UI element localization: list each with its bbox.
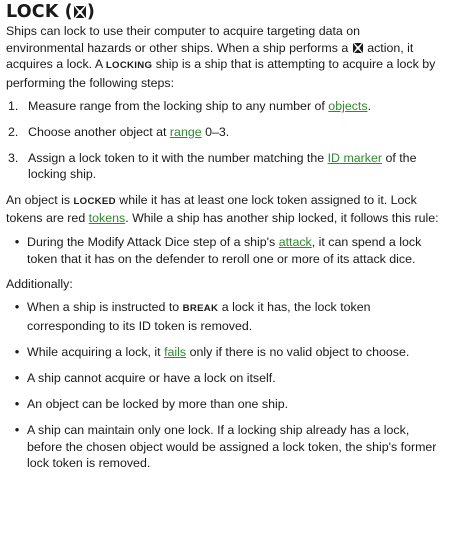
- step-text-b: .: [367, 99, 372, 114]
- step-text: [28, 150, 440, 183]
- rule-list: [6, 234, 440, 267]
- steps-list: [6, 98, 440, 182]
- bullet-glyph: •: [14, 343, 20, 359]
- intro-text-a: Ships can lock to use their computer to acquire targeting data on environmental hazards or other ships. When a ship performs a: [6, 24, 361, 55]
- locked-text-b: while it has at least one lock token assigned to it. Lock tokens are red: [6, 192, 417, 226]
- step-number: 1.: [8, 99, 19, 114]
- bullet-glyph: •: [14, 422, 20, 438]
- term-locking: LOCKING: [105, 60, 153, 72]
- locked-text-c: . While a ship has another ship locked, it follows this rule:: [125, 211, 439, 226]
- step-text-b: 0–3.: [205, 124, 230, 139]
- bullet-text-a: While acquiring a lock, it: [27, 344, 161, 359]
- link-tokens[interactable]: tokens: [88, 211, 126, 226]
- term-break: BREAK: [182, 303, 219, 315]
- bullet-text: An object can be locked by more than one ship.: [27, 397, 289, 412]
- bullet-text-a: When a ship is instructed to: [27, 300, 180, 315]
- step-item: [6, 98, 440, 115]
- bullet-text: [27, 344, 440, 361]
- list-item: [6, 396, 440, 413]
- intro-text-c: ship is a ship that is attempting to acquire a lock by performing the following steps:: [6, 57, 436, 90]
- step-number: 2.: [8, 124, 19, 139]
- intro-text-b: action, it acquires a lock. A: [6, 40, 414, 72]
- title-open-paren: (: [64, 2, 73, 22]
- bullet-text-b: only if there is no valid object to choose.: [189, 344, 410, 359]
- step-number: 3.: [8, 150, 19, 165]
- lock-action-icon: [353, 43, 363, 53]
- bullet-glyph: •: [14, 396, 20, 412]
- rule-text-a: During the Modify Attack Dice step of a ship's: [27, 234, 276, 249]
- step-item: [6, 124, 440, 141]
- intro-paragraph: [6, 23, 440, 91]
- step-text: [28, 124, 440, 141]
- link-id-marker[interactable]: ID marker: [327, 150, 382, 165]
- lock-action-icon: [74, 6, 86, 18]
- step-text-b: of the locking ship.: [28, 150, 417, 182]
- list-item: [6, 299, 440, 334]
- step-text-a: Measure range from the locking ship to any number of: [28, 99, 325, 114]
- bullet-text: [27, 299, 440, 334]
- step-item: [6, 150, 440, 183]
- additionally-label: Additionally:: [6, 276, 73, 291]
- term-locked: LOCKED: [73, 195, 116, 207]
- bullet-text: A ship can maintain only one lock. If a locking ship already has a lock, before the chosen object would be assigned a lock token, the ship's former lock token is removed.: [27, 423, 437, 471]
- locked-paragraph: [6, 192, 440, 227]
- link-objects[interactable]: objects: [328, 99, 368, 114]
- step-text-a: Assign a lock token to it with the number matching the: [28, 150, 325, 165]
- step-text-a: Choose another object at: [28, 124, 167, 139]
- additional-rules-list: [6, 299, 440, 472]
- link-attack[interactable]: attack: [278, 234, 312, 249]
- locked-text-a: An object is: [6, 192, 71, 207]
- bullet-glyph: •: [14, 233, 20, 249]
- list-item: [6, 344, 440, 361]
- rule-text-b: , it can spend a lock token that it has on the defender to reroll one or more of its attack dice.: [27, 234, 422, 266]
- bullet-glyph: •: [14, 370, 20, 385]
- title-word: LOCK: [6, 2, 59, 22]
- bullet-text: A ship cannot acquire or have a lock on itself.: [27, 371, 276, 385]
- bullet-text-b: a lock it has, the lock token corresponding to its ID token is removed.: [27, 300, 371, 333]
- document-page: [0, 2, 448, 472]
- bullet-glyph: •: [14, 299, 20, 315]
- section-title: [6, 2, 440, 22]
- step-text: [28, 98, 440, 115]
- link-fails[interactable]: fails: [164, 344, 187, 359]
- link-range[interactable]: range: [169, 124, 202, 139]
- list-item: [6, 234, 440, 267]
- list-item: [6, 422, 440, 472]
- title-close-paren: ): [86, 2, 96, 22]
- list-item: [6, 370, 440, 387]
- bullet-text: [27, 234, 440, 267]
